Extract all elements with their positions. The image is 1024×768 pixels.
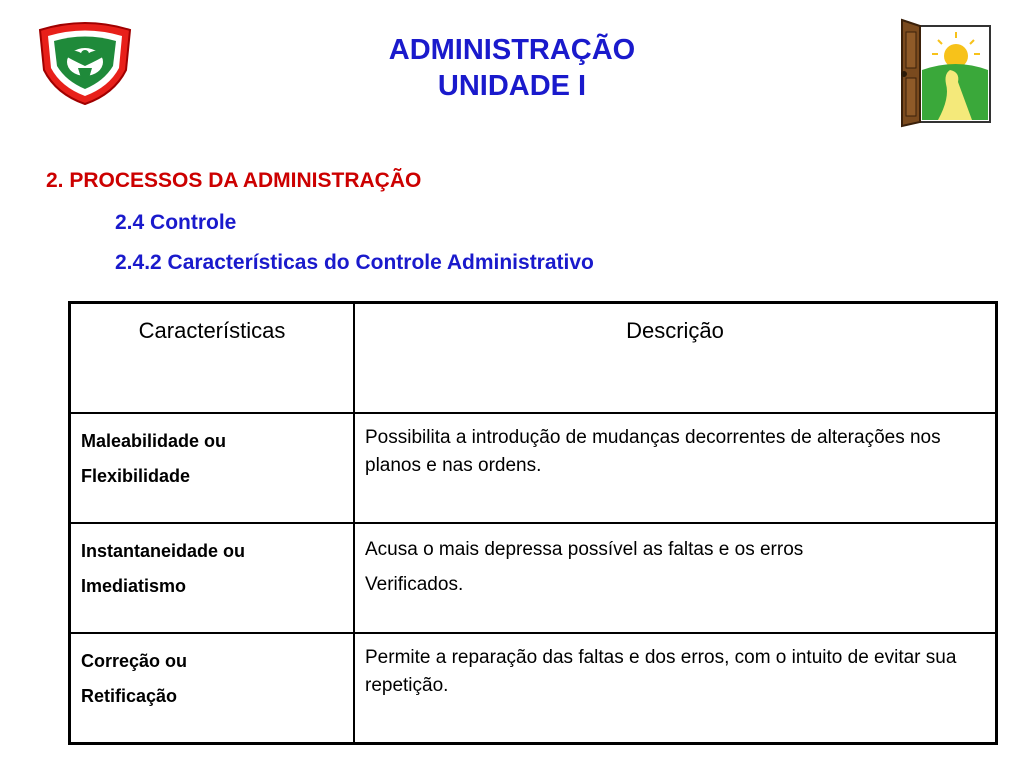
open-door-landscape-icon — [898, 18, 994, 128]
table-row — [70, 523, 997, 633]
column-header-characteristics: Características — [70, 303, 355, 414]
characteristic-text: Imediatismo — [81, 576, 187, 596]
description-text: Permite a reparação das faltas e dos erros, com o intuito de evitar sua repetição. — [365, 647, 957, 696]
table-row — [70, 413, 997, 523]
section-heading: 2. PROCESSOS DA ADMINISTRAÇÃO — [46, 169, 422, 192]
characteristic-cell — [70, 633, 355, 744]
description-text: Verificados. — [365, 574, 464, 595]
description-cell — [354, 413, 997, 523]
subsection-heading: 2.4 Controle — [115, 211, 237, 234]
table-header-row — [70, 303, 997, 414]
characteristic-text: Retificação — [81, 686, 178, 706]
title-line-2: UNIDADE I — [437, 70, 587, 102]
title-line-1: ADMINISTRAÇÃO — [388, 34, 636, 66]
characteristic-text: Flexibilidade — [81, 466, 191, 486]
description-cell — [354, 523, 997, 633]
description-text: Acusa o mais depressa possível as faltas e os erros — [365, 539, 804, 560]
column-header-description: Descrição — [354, 303, 997, 414]
table-row — [70, 633, 997, 744]
characteristics-table — [68, 301, 998, 745]
characteristic-cell — [70, 413, 355, 523]
characteristic-text: Maleabilidade ou — [81, 431, 227, 451]
description-text: Possibilita a introdução de mudanças decorrentes de alterações nos planos e nas ordens. — [365, 427, 941, 476]
description-cell — [354, 633, 997, 744]
slide-title — [0, 32, 1024, 104]
subsubsection-heading: 2.4.2 Características do Controle Administrativo — [115, 251, 594, 274]
characteristic-cell — [70, 523, 355, 633]
characteristic-text: Correção ou — [81, 651, 188, 671]
characteristic-text: Instantaneidade ou — [81, 541, 246, 561]
